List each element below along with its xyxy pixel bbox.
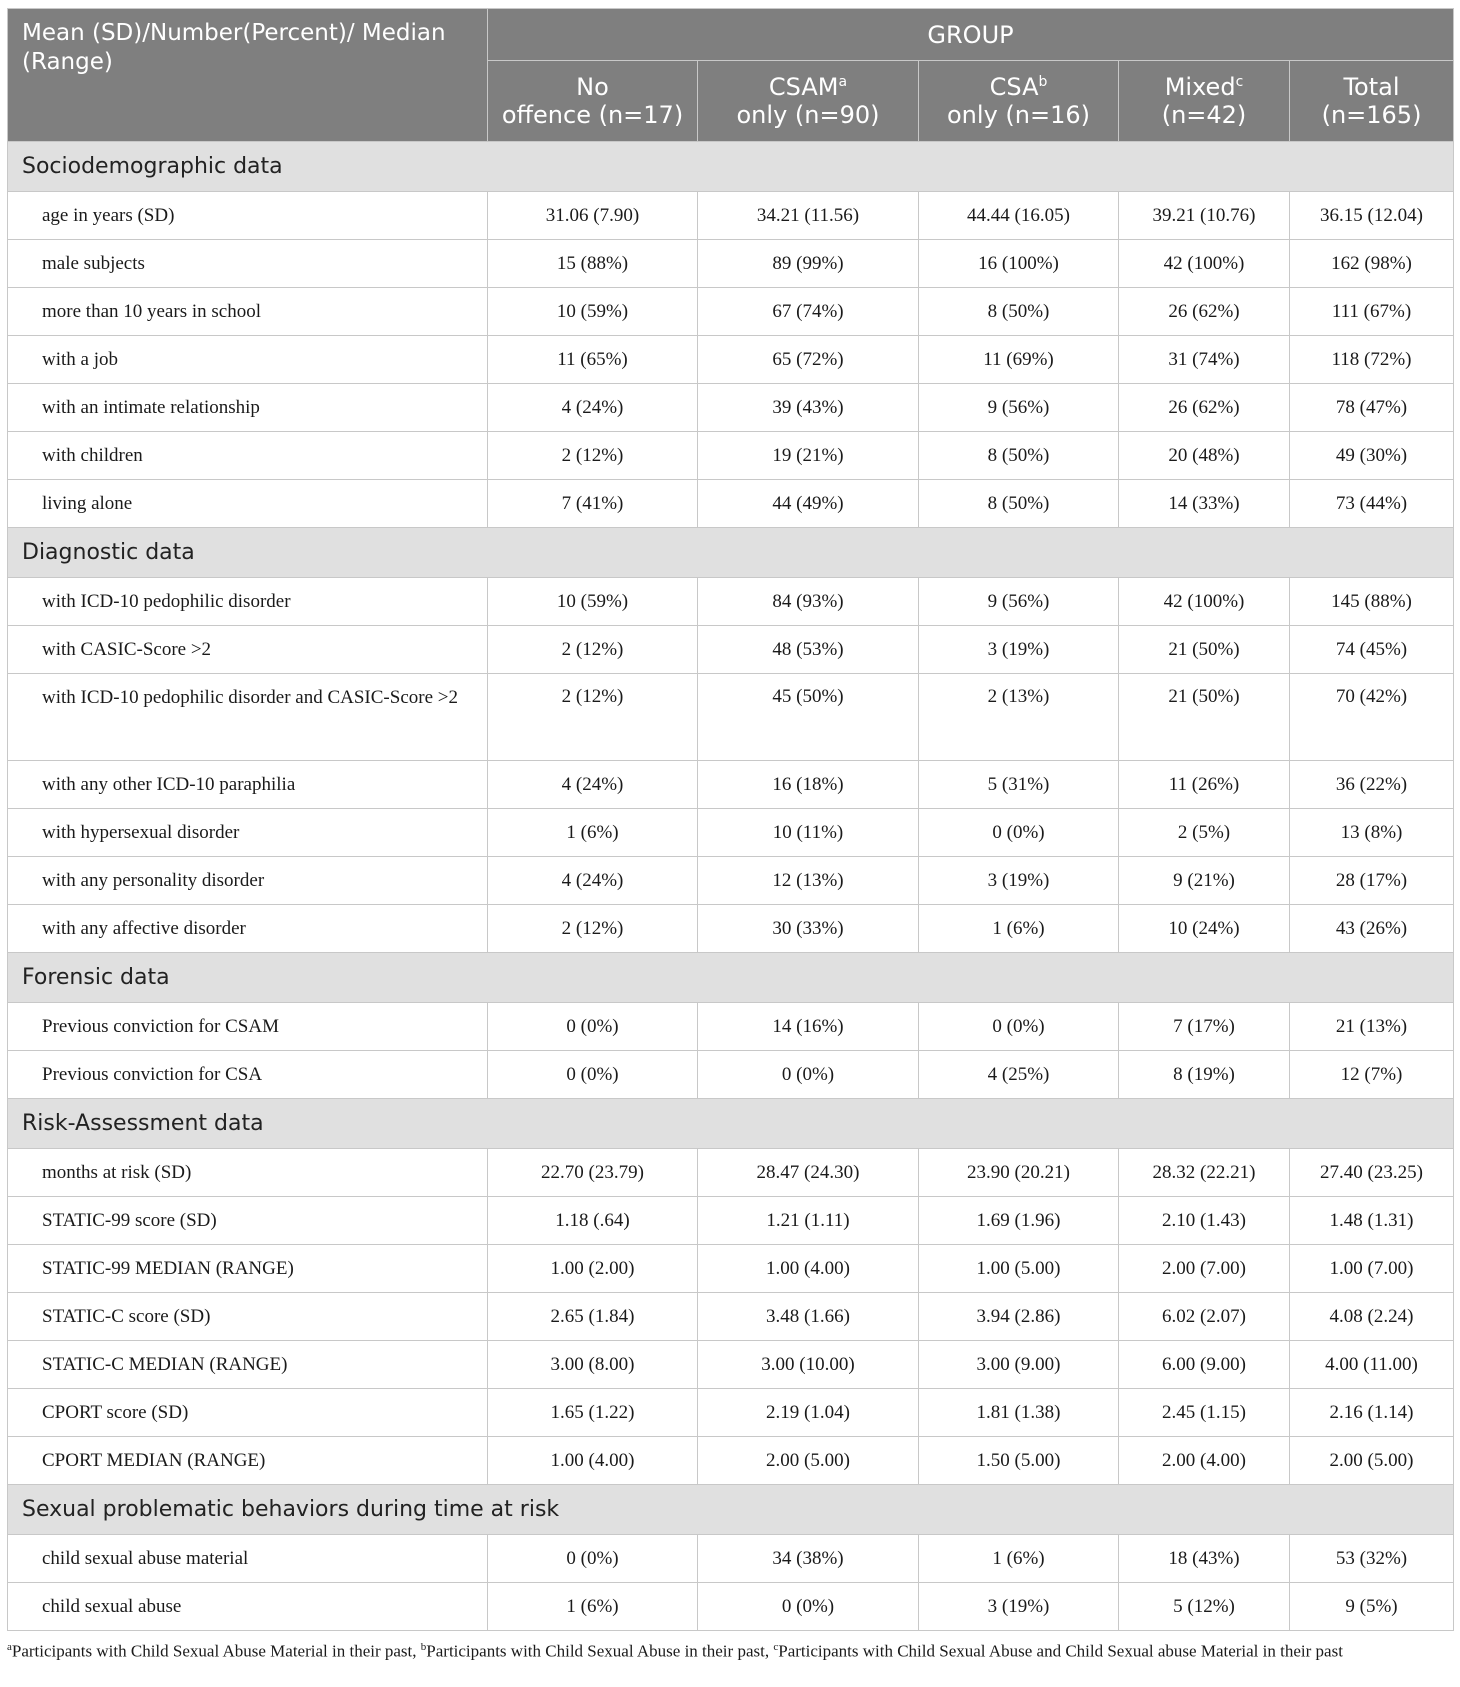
table-cell: 2 (12%): [488, 674, 698, 761]
table-cell: 0 (0%): [698, 1051, 919, 1099]
table-cell: 34 (38%): [698, 1535, 919, 1583]
table-row: [8, 1245, 1454, 1293]
section-row: [8, 142, 1454, 192]
table-cell: 4 (24%): [488, 384, 698, 432]
table-cell: 16 (18%): [698, 761, 919, 809]
table-cell: 67 (74%): [698, 288, 919, 336]
table-cell: 12 (13%): [698, 857, 919, 905]
table-row: [8, 1437, 1454, 1485]
table-row: [8, 192, 1454, 240]
row-label: with any personality disorder: [8, 857, 488, 905]
table-cell: 2.65 (1.84): [488, 1293, 698, 1341]
table-cell: 118 (72%): [1290, 336, 1454, 384]
table-row: [8, 1149, 1454, 1197]
table-cell: 8 (50%): [919, 288, 1119, 336]
column-header: [1290, 61, 1454, 142]
table-cell: 14 (33%): [1119, 480, 1290, 528]
table-row: [8, 626, 1454, 674]
table-cell: 1.81 (1.38): [919, 1389, 1119, 1437]
table-row: [8, 480, 1454, 528]
table-row: [8, 761, 1454, 809]
table-cell: 18 (43%): [1119, 1535, 1290, 1583]
row-label: age in years (SD): [8, 192, 488, 240]
table-row: [8, 432, 1454, 480]
footnote-mark: c: [773, 1641, 779, 1653]
column-header-line2: offence (n=17): [501, 101, 684, 129]
table-cell: 13 (8%): [1290, 809, 1454, 857]
group-comparison-table: [7, 8, 1454, 1631]
table-cell: 9 (5%): [1290, 1583, 1454, 1631]
table-row: [8, 1583, 1454, 1631]
table-cell: 20 (48%): [1119, 432, 1290, 480]
table-row: [8, 1341, 1454, 1389]
column-header-line2: (n=42): [1161, 101, 1247, 129]
column-header-line1: CSAM: [768, 73, 839, 101]
row-label: living alone: [8, 480, 488, 528]
row-label: STATIC-C MEDIAN (RANGE): [8, 1341, 488, 1389]
section-title: Forensic data: [8, 953, 1454, 1003]
table-cell: 1.00 (4.00): [698, 1245, 919, 1293]
row-label: child sexual abuse material: [8, 1535, 488, 1583]
table-footnotes: [7, 1635, 1453, 1664]
table-cell: 3 (19%): [919, 857, 1119, 905]
table-row: [8, 809, 1454, 857]
table-cell: 84 (93%): [698, 578, 919, 626]
row-label: STATIC-99 MEDIAN (RANGE): [8, 1245, 488, 1293]
column-header: [1119, 61, 1290, 142]
table-cell: 16 (100%): [919, 240, 1119, 288]
table-cell: 1.00 (5.00): [919, 1245, 1119, 1293]
row-label: STATIC-C score (SD): [8, 1293, 488, 1341]
table-cell: 0 (0%): [698, 1583, 919, 1631]
table-cell: 48 (53%): [698, 626, 919, 674]
table-cell: 1 (6%): [919, 905, 1119, 953]
table-cell: 21 (13%): [1290, 1003, 1454, 1051]
table-cell: 2.19 (1.04): [698, 1389, 919, 1437]
table-row: [8, 1535, 1454, 1583]
row-label: with a job: [8, 336, 488, 384]
table-cell: 2 (5%): [1119, 809, 1290, 857]
table-cell: 2 (13%): [919, 674, 1119, 761]
table-cell: 44.44 (16.05): [919, 192, 1119, 240]
column-header-line2: only (n=16): [947, 101, 1090, 129]
table-cell: 2.00 (5.00): [698, 1437, 919, 1485]
table-cell: 11 (69%): [919, 336, 1119, 384]
table-cell: 3.00 (9.00): [919, 1341, 1119, 1389]
table-cell: 0 (0%): [919, 809, 1119, 857]
table-row: [8, 1003, 1454, 1051]
table-row: [8, 384, 1454, 432]
column-header-line1: CSA: [989, 73, 1039, 101]
table-cell: 45 (50%): [698, 674, 919, 761]
table-cell: 49 (30%): [1290, 432, 1454, 480]
table-cell: 28.47 (24.30): [698, 1149, 919, 1197]
column-header-footnote-mark: a: [838, 74, 848, 90]
table-cell: 4.08 (2.24): [1290, 1293, 1454, 1341]
table-row: [8, 240, 1454, 288]
table-cell: 1.00 (4.00): [488, 1437, 698, 1485]
table-cell: 1.50 (5.00): [919, 1437, 1119, 1485]
section-row: [8, 1485, 1454, 1535]
section-title: Sociodemographic data: [8, 142, 1454, 192]
table-cell: 2 (12%): [488, 626, 698, 674]
table-cell: 3.00 (10.00): [698, 1341, 919, 1389]
table-cell: 65 (72%): [698, 336, 919, 384]
table-cell: 31.06 (7.90): [488, 192, 698, 240]
table-cell: 0 (0%): [488, 1051, 698, 1099]
table-cell: 9 (21%): [1119, 857, 1290, 905]
table-cell: 2.45 (1.15): [1119, 1389, 1290, 1437]
table-cell: 7 (41%): [488, 480, 698, 528]
footnote-text: Participants with Child Sexual Abuse and Child Sexual abuse Material in their past: [778, 1641, 1343, 1661]
table-cell: 2.00 (5.00): [1290, 1437, 1454, 1485]
table-cell: 111 (67%): [1290, 288, 1454, 336]
section-row: [8, 953, 1454, 1003]
table-cell: 0 (0%): [488, 1003, 698, 1051]
table-cell: 89 (99%): [698, 240, 919, 288]
table-cell: 19 (21%): [698, 432, 919, 480]
column-header-line1: Total: [1343, 73, 1400, 101]
table-cell: 34.21 (11.56): [698, 192, 919, 240]
row-label: with hypersexual disorder: [8, 809, 488, 857]
column-header-line1: No: [576, 73, 609, 101]
table-cell: 4 (24%): [488, 761, 698, 809]
section-title: Diagnostic data: [8, 528, 1454, 578]
table-cell: 12 (7%): [1290, 1051, 1454, 1099]
section-row: [8, 528, 1454, 578]
table-cell: 162 (98%): [1290, 240, 1454, 288]
table-cell: 3.48 (1.66): [698, 1293, 919, 1341]
row-label: CPORT score (SD): [8, 1389, 488, 1437]
table-cell: 44 (49%): [698, 480, 919, 528]
table-cell: 5 (12%): [1119, 1583, 1290, 1631]
table-row: [8, 674, 1454, 761]
row-label: child sexual abuse: [8, 1583, 488, 1631]
table-cell: 73 (44%): [1290, 480, 1454, 528]
table-cell: 36 (22%): [1290, 761, 1454, 809]
table-cell: 2 (12%): [488, 905, 698, 953]
table-cell: 74 (45%): [1290, 626, 1454, 674]
table-cell: 2.00 (7.00): [1119, 1245, 1290, 1293]
table-cell: 6.00 (9.00): [1119, 1341, 1290, 1389]
row-label: with ICD-10 pedophilic disorder and CASIC-Score >2: [8, 674, 488, 761]
table-cell: 1.00 (2.00): [488, 1245, 698, 1293]
table-cell: 70 (42%): [1290, 674, 1454, 761]
table-cell: 1.48 (1.31): [1290, 1197, 1454, 1245]
table-cell: 78 (47%): [1290, 384, 1454, 432]
table-cell: 26 (62%): [1119, 288, 1290, 336]
column-header: [698, 61, 919, 142]
table-cell: 4.00 (11.00): [1290, 1341, 1454, 1389]
table-cell: 1.65 (1.22): [488, 1389, 698, 1437]
table-cell: 39 (43%): [698, 384, 919, 432]
row-label: with an intimate relationship: [8, 384, 488, 432]
table-cell: 2.10 (1.43): [1119, 1197, 1290, 1245]
table-cell: 11 (65%): [488, 336, 698, 384]
table-row: [8, 905, 1454, 953]
table-row: [8, 857, 1454, 905]
row-label: with any affective disorder: [8, 905, 488, 953]
table-row: [8, 1197, 1454, 1245]
column-header-footnote-mark: c: [1235, 74, 1244, 90]
table-cell: 10 (11%): [698, 809, 919, 857]
table-cell: 3 (19%): [919, 1583, 1119, 1631]
table-cell: 26 (62%): [1119, 384, 1290, 432]
column-header-line2: only (n=90): [736, 101, 880, 129]
table-cell: 2.16 (1.14): [1290, 1389, 1454, 1437]
row-label: with children: [8, 432, 488, 480]
table-cell: 43 (26%): [1290, 905, 1454, 953]
table-cell: 14 (16%): [698, 1003, 919, 1051]
table-cell: 22.70 (23.79): [488, 1149, 698, 1197]
row-label: with any other ICD-10 paraphilia: [8, 761, 488, 809]
table-cell: 10 (59%): [488, 578, 698, 626]
table-cell: 7 (17%): [1119, 1003, 1290, 1051]
table-cell: 30 (33%): [698, 905, 919, 953]
row-label: more than 10 years in school: [8, 288, 488, 336]
table-cell: 1.00 (7.00): [1290, 1245, 1454, 1293]
table-cell: 23.90 (20.21): [919, 1149, 1119, 1197]
table-cell: 31 (74%): [1119, 336, 1290, 384]
table-cell: 1 (6%): [919, 1535, 1119, 1583]
footnote-mark: b: [420, 1641, 427, 1653]
table-cell: 6.02 (2.07): [1119, 1293, 1290, 1341]
table-row: [8, 1051, 1454, 1099]
table-cell: 1.21 (1.11): [698, 1197, 919, 1245]
table-cell: 3.94 (2.86): [919, 1293, 1119, 1341]
row-label: Previous conviction for CSA: [8, 1051, 488, 1099]
table-cell: 27.40 (23.25): [1290, 1149, 1454, 1197]
row-label: CPORT MEDIAN (RANGE): [8, 1437, 488, 1485]
table-cell: 9 (56%): [919, 578, 1119, 626]
table-cell: 39.21 (10.76): [1119, 192, 1290, 240]
table-cell: 28 (17%): [1290, 857, 1454, 905]
group-header: GROUP: [488, 9, 1454, 61]
table-cell: 10 (24%): [1119, 905, 1290, 953]
table-cell: 5 (31%): [919, 761, 1119, 809]
table-cell: 2 (12%): [488, 432, 698, 480]
table-cell: 4 (24%): [488, 857, 698, 905]
table-cell: 21 (50%): [1119, 626, 1290, 674]
data-table-container: [7, 8, 1453, 1631]
column-header-line2: (n=165): [1321, 101, 1422, 129]
table-cell: 10 (59%): [488, 288, 698, 336]
table-cell: 15 (88%): [488, 240, 698, 288]
column-header: [488, 61, 698, 142]
row-label: male subjects: [8, 240, 488, 288]
footnote-mark: a: [7, 1641, 12, 1653]
table-cell: 1.18 (.64): [488, 1197, 698, 1245]
table-cell: 8 (50%): [919, 432, 1119, 480]
table-cell: 145 (88%): [1290, 578, 1454, 626]
column-header-footnote-mark: b: [1038, 74, 1048, 90]
table-cell: 0 (0%): [919, 1003, 1119, 1051]
table-cell: 3.00 (8.00): [488, 1341, 698, 1389]
table-row: [8, 578, 1454, 626]
table-row: [8, 1389, 1454, 1437]
row-label: STATIC-99 score (SD): [8, 1197, 488, 1245]
table-cell: 1 (6%): [488, 809, 698, 857]
table-cell: 53 (32%): [1290, 1535, 1454, 1583]
row-label: with CASIC-Score >2: [8, 626, 488, 674]
table-cell: 0 (0%): [488, 1535, 698, 1583]
table-cell: 28.32 (22.21): [1119, 1149, 1290, 1197]
section-row: [8, 1099, 1454, 1149]
table-cell: 8 (19%): [1119, 1051, 1290, 1099]
table-cell: 1 (6%): [488, 1583, 698, 1631]
column-header: [919, 61, 1119, 142]
footnote-text: Participants with Child Sexual Abuse Material in their past,: [11, 1641, 421, 1661]
table-body: [8, 142, 1454, 1631]
footnote-text: Participants with Child Sexual Abuse in their past,: [426, 1641, 774, 1661]
table-cell: 42 (100%): [1119, 578, 1290, 626]
row-label: months at risk (SD): [8, 1149, 488, 1197]
table-cell: 21 (50%): [1119, 674, 1290, 761]
table-cell: 42 (100%): [1119, 240, 1290, 288]
section-title: Sexual problematic behaviors during time at risk: [8, 1485, 1454, 1535]
table-cell: 3 (19%): [919, 626, 1119, 674]
table-header: [8, 9, 1454, 142]
column-header-line1: Mixed: [1164, 73, 1236, 101]
table-row: [8, 336, 1454, 384]
table-cell: 9 (56%): [919, 384, 1119, 432]
table-row: [8, 1293, 1454, 1341]
table-cell: 36.15 (12.04): [1290, 192, 1454, 240]
row-label: with ICD-10 pedophilic disorder: [8, 578, 488, 626]
table-cell: 8 (50%): [919, 480, 1119, 528]
corner-header: Mean (SD)/Number(Percent)/ Median (Range): [8, 9, 488, 142]
table-cell: 2.00 (4.00): [1119, 1437, 1290, 1485]
row-label: Previous conviction for CSAM: [8, 1003, 488, 1051]
table-cell: 1.69 (1.96): [919, 1197, 1119, 1245]
table-row: [8, 288, 1454, 336]
table-cell: 4 (25%): [919, 1051, 1119, 1099]
section-title: Risk-Assessment data: [8, 1099, 1454, 1149]
table-cell: 11 (26%): [1119, 761, 1290, 809]
